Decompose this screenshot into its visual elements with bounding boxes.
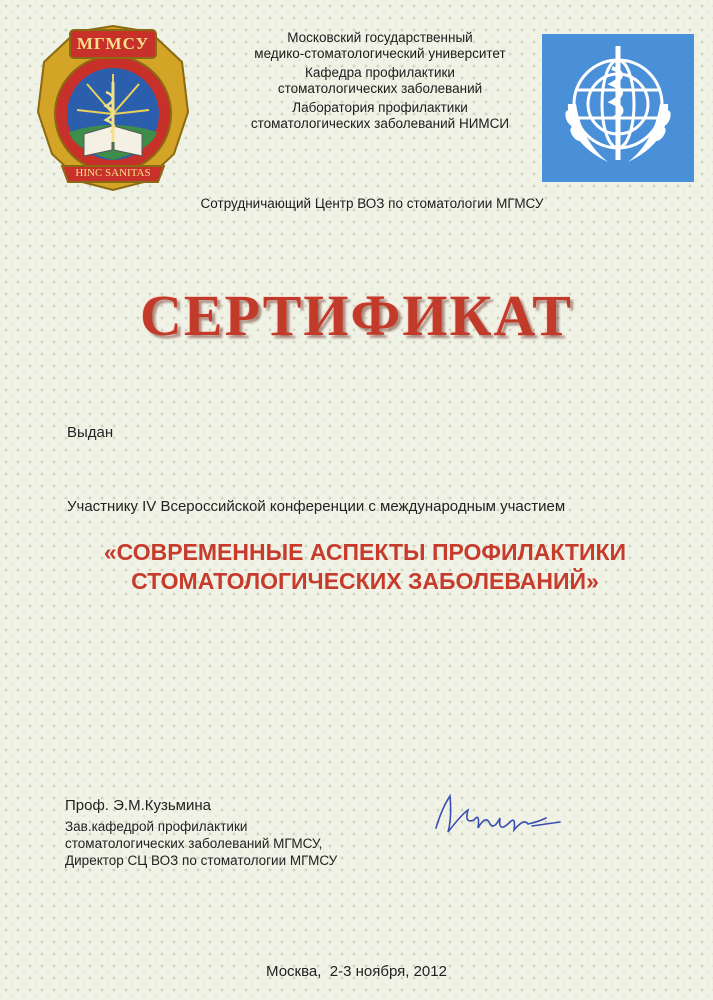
mgmsu-logo-motto: HINC SANITAS (75, 167, 151, 179)
header-line: стоматологических заболеваний НИМСИ (250, 116, 510, 131)
place-and-date: Москва, 2-3 ноября, 2012 (266, 963, 447, 980)
signatory-position-line: Зав.кафедрой профилактики (65, 819, 248, 834)
certificate-title: СЕРТИФИКАТ (140, 283, 573, 348)
who-emblem-icon (542, 34, 694, 182)
header-who-center: Сотрудничающий Центр ВОЗ по стоматологии МГМСУ (200, 196, 544, 211)
header-line: Кафедра профилактики (305, 65, 455, 80)
participant-line: Участнику IV Всероссийской конференции с международным участием (67, 498, 566, 515)
signatory-position-line: Директор СЦ ВОЗ по стоматологии МГМСУ (65, 853, 338, 868)
signature-icon (428, 788, 568, 848)
conference-title-line-2: СТОМАТОЛОГИЧЕСКИХ ЗАБОЛЕВАНИЙ» (131, 568, 599, 594)
header-line: Московский государственный (287, 30, 473, 45)
conference-title (40, 538, 690, 596)
header-line: Лаборатория профилактики (292, 100, 468, 115)
mgmsu-logo-top-text: МГМСУ (76, 34, 150, 53)
conference-title-line-1: «СОВРЕМЕННЫЕ АСПЕКТЫ ПРОФИЛАКТИКИ (103, 539, 627, 565)
mgmsu-logo (32, 22, 194, 194)
header-line: медико-стоматологический университет (254, 46, 506, 61)
header-institutions (200, 30, 544, 211)
signatory-position-line: стоматологических заболеваний МГМСУ, (65, 836, 323, 851)
handwritten-signature (428, 788, 568, 848)
who-logo (542, 34, 694, 182)
signatory-name: Проф. Э.М.Кузьмина (65, 797, 212, 814)
header-line: стоматологических заболеваний (277, 81, 483, 96)
signatory-position (65, 818, 337, 869)
issued-label: Выдан (67, 424, 114, 441)
